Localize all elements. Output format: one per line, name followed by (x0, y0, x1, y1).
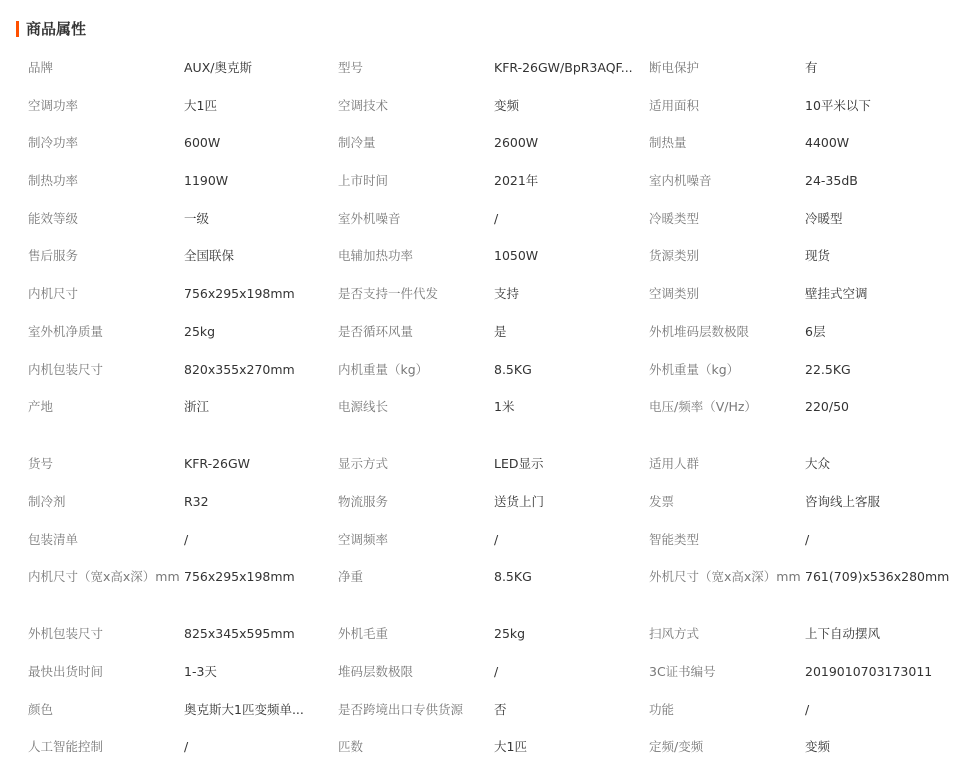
attribute-cell (28, 246, 338, 266)
attribute-value: 有 (805, 60, 818, 75)
attribute-label: 包装清单 (28, 531, 79, 547)
attribute-label: 适用人群 (649, 456, 700, 472)
attribute-value: 6层 (805, 323, 826, 339)
attribute-cell (649, 360, 968, 380)
attribute-cell (649, 171, 968, 191)
attribute-value: 否 (494, 701, 507, 717)
attribute-cell (338, 737, 649, 757)
attribute-value: 24-35dB (805, 173, 858, 189)
attribute-value: R32 (184, 493, 209, 509)
attribute-label: 室外机噪音 (338, 210, 401, 226)
attribute-value: 825x345x595mm (184, 626, 295, 642)
attribute-value: 是 (494, 323, 507, 339)
section-accent-bar (16, 21, 19, 37)
attribute-label: 3C证书编号 (649, 663, 716, 679)
attribute-label: 智能类型 (649, 531, 700, 547)
attribute-label: 显示方式 (338, 456, 389, 472)
attribute-cell (28, 209, 338, 229)
attribute-value: / (805, 531, 810, 547)
attribute-label: 型号 (338, 60, 364, 75)
attribute-row (28, 159, 968, 197)
attribute-row (28, 442, 968, 480)
attribute-label: 断电保护 (649, 60, 700, 75)
attribute-cell (28, 360, 338, 380)
attribute-value: 25kg (184, 323, 216, 339)
attribute-label: 外机包装尺寸 (28, 626, 104, 642)
attribute-value: 全国联保 (184, 248, 235, 264)
attribute-value: 冷暖型 (805, 210, 843, 226)
attribute-cell (649, 246, 968, 266)
attribute-cell (649, 662, 968, 682)
attribute-row (28, 725, 968, 763)
attribute-label: 空调功率 (28, 97, 79, 113)
attribute-value: 1050W (494, 248, 539, 264)
attribute-cell (28, 58, 338, 78)
attribute-label: 适用面积 (649, 97, 700, 113)
attribute-value: KFR-26GW/BpR3AQF... (494, 60, 633, 75)
attribute-row (28, 385, 968, 442)
attribute-label: 空调频率 (338, 531, 389, 547)
attribute-label: 定频/变频 (649, 739, 704, 755)
section-title: 商品属性 (26, 20, 87, 38)
attribute-row (28, 480, 968, 518)
attribute-label: 制热量 (649, 135, 687, 151)
attribute-label: 制热功率 (28, 173, 79, 189)
attribute-label: 发票 (649, 493, 675, 509)
attribute-row (28, 555, 968, 612)
attribute-row (28, 688, 968, 726)
attribute-value: 大众 (805, 456, 831, 472)
attribute-value: 8.5KG (494, 361, 532, 377)
attribute-label: 内机包装尺寸 (28, 361, 104, 377)
attribute-cell (649, 700, 968, 720)
attribute-label: 室内机噪音 (649, 173, 712, 189)
attribute-cell (28, 454, 338, 474)
attribute-value: / (494, 210, 499, 226)
attribute-cell (338, 624, 649, 644)
attribute-value: 送货上门 (494, 493, 545, 509)
attribute-row (28, 121, 968, 159)
attribute-label: 室外机净质量 (28, 323, 104, 339)
attribute-cell (649, 567, 968, 587)
attribute-row (28, 612, 968, 650)
attribute-value: 1-3天 (184, 663, 217, 679)
attribute-row (28, 84, 968, 122)
attribute-row (28, 310, 968, 348)
attribute-label: 是否支持一件代发 (338, 286, 439, 302)
attribute-cell (338, 96, 649, 116)
attribute-value: 上下自动摆风 (805, 626, 881, 642)
attribute-label: 外机尺寸（宽x高x深）mm (649, 569, 801, 585)
attribute-label: 堆码层数极限 (338, 663, 414, 679)
attribute-cell (338, 700, 649, 720)
attribute-value: 大1匹 (494, 739, 527, 755)
attribute-cell (28, 662, 338, 682)
attribute-label: 电源线长 (338, 399, 389, 415)
attribute-cell (28, 284, 338, 304)
attribute-row (28, 348, 968, 386)
attribute-label: 匹数 (338, 739, 364, 755)
attribute-label: 外机毛重 (338, 626, 389, 642)
attribute-cell (649, 492, 968, 512)
attribute-value: LED显示 (494, 456, 544, 472)
attribute-value: / (184, 531, 189, 547)
attribute-label: 颜色 (28, 701, 54, 717)
attribute-cell (649, 530, 968, 550)
attribute-cell (338, 454, 649, 474)
attribute-row (28, 650, 968, 688)
attribute-value: 大1匹 (184, 97, 217, 113)
attribute-value: 25kg (494, 626, 526, 642)
attribute-cell (649, 96, 968, 116)
attribute-cell (28, 530, 338, 550)
attribute-cell (649, 58, 968, 78)
attribute-value: / (805, 701, 810, 717)
section-header (16, 19, 86, 39)
attribute-cell (649, 737, 968, 757)
attribute-value: 支持 (494, 286, 520, 302)
attribute-label: 是否跨境出口专供货源 (338, 701, 464, 717)
attribute-cell (338, 662, 649, 682)
attribute-label: 售后服务 (28, 248, 79, 264)
attribute-value: 现货 (805, 248, 831, 264)
attribute-row (28, 197, 968, 235)
attribute-value: 756x295x198mm (184, 569, 295, 585)
attribute-value: 2600W (494, 135, 539, 151)
attribute-cell (338, 58, 649, 78)
attribute-label: 上市时间 (338, 173, 389, 189)
attribute-cell (338, 322, 649, 342)
attribute-label: 空调类别 (649, 286, 700, 302)
attribute-row (28, 272, 968, 310)
attribute-value: / (494, 663, 499, 679)
attribute-label: 最快出货时间 (28, 663, 104, 679)
attribute-label: 内机尺寸 (28, 286, 79, 302)
attribute-value: KFR-26GW (184, 456, 251, 472)
attribute-cell (338, 567, 649, 587)
attribute-label: 外机堆码层数极限 (649, 323, 750, 339)
attribute-cell (649, 133, 968, 153)
attribute-cell (28, 171, 338, 191)
attribute-cell (338, 492, 649, 512)
attribute-value: 咨询线上客服 (805, 493, 881, 509)
attribute-value: 2021年 (494, 173, 539, 189)
attribute-cell (649, 624, 968, 644)
attribute-cell (338, 171, 649, 191)
attribute-cell (338, 397, 649, 417)
attribute-cell (28, 397, 338, 417)
attribute-value: / (184, 739, 189, 755)
attribute-value: 22.5KG (805, 361, 851, 377)
attribute-value: 奥克斯大1匹变频单... (184, 701, 304, 717)
attribute-label: 冷暖类型 (649, 210, 700, 226)
attribute-value: 756x295x198mm (184, 286, 295, 302)
attribute-value: 2019010703173011 (805, 663, 933, 679)
attribute-value: 一级 (184, 210, 210, 226)
attribute-label: 制冷功率 (28, 135, 79, 151)
product-attributes-table (28, 46, 968, 763)
attribute-value: 220/50 (805, 399, 849, 415)
attribute-cell (338, 360, 649, 380)
attribute-label: 外机重量（kg） (649, 361, 740, 377)
attribute-label: 制冷剂 (28, 493, 66, 509)
attribute-label: 电压/频率（V/Hz） (649, 399, 757, 415)
attribute-cell (28, 133, 338, 153)
attribute-value: 1190W (184, 173, 229, 189)
attribute-value: / (494, 531, 499, 547)
attribute-cell (28, 96, 338, 116)
attribute-value: 761(709)x536x280mm (805, 569, 950, 585)
attribute-cell (338, 133, 649, 153)
attribute-label: 制冷量 (338, 135, 376, 151)
attribute-cell (649, 397, 968, 417)
attribute-row (28, 46, 968, 84)
attribute-label: 是否循环风量 (338, 323, 414, 339)
attribute-cell (649, 209, 968, 229)
attribute-value: 600W (184, 135, 221, 151)
attribute-row (28, 518, 968, 556)
attribute-label: 内机尺寸（宽x高x深）mm (28, 569, 180, 585)
attribute-cell (28, 700, 338, 720)
attribute-cell (28, 567, 338, 587)
attribute-label: 内机重量（kg） (338, 361, 429, 377)
attribute-value: 1米 (494, 399, 515, 415)
attribute-label: 产地 (28, 399, 54, 415)
attribute-cell (338, 209, 649, 229)
attribute-label: 净重 (338, 569, 364, 585)
attribute-value: 10平米以下 (805, 97, 871, 113)
attribute-label: 物流服务 (338, 493, 389, 509)
attribute-value: 820x355x270mm (184, 361, 295, 377)
attribute-label: 货号 (28, 456, 54, 472)
attribute-value: AUX/奥克斯 (184, 60, 252, 75)
attribute-cell (338, 284, 649, 304)
attribute-label: 扫风方式 (649, 626, 700, 642)
attribute-cell (28, 624, 338, 644)
attribute-label: 空调技术 (338, 97, 389, 113)
attribute-label: 功能 (649, 701, 675, 717)
attribute-value: 4400W (805, 135, 850, 151)
attribute-cell (649, 454, 968, 474)
attribute-cell (28, 492, 338, 512)
attribute-value: 壁挂式空调 (805, 286, 868, 302)
attribute-cell (649, 284, 968, 304)
attribute-label: 货源类别 (649, 248, 700, 264)
attribute-label: 电辅加热功率 (338, 248, 414, 264)
attribute-cell (28, 737, 338, 757)
attribute-label: 能效等级 (28, 210, 79, 226)
attribute-cell (28, 322, 338, 342)
attribute-label: 人工智能控制 (28, 739, 104, 755)
attribute-cell (338, 246, 649, 266)
attribute-label: 品牌 (28, 60, 54, 75)
attribute-value: 变频 (805, 739, 831, 755)
attribute-value: 变频 (494, 97, 520, 113)
attribute-cell (649, 322, 968, 342)
attribute-cell (338, 530, 649, 550)
attribute-row (28, 234, 968, 272)
attribute-value: 浙江 (184, 399, 210, 415)
attribute-value: 8.5KG (494, 569, 532, 585)
